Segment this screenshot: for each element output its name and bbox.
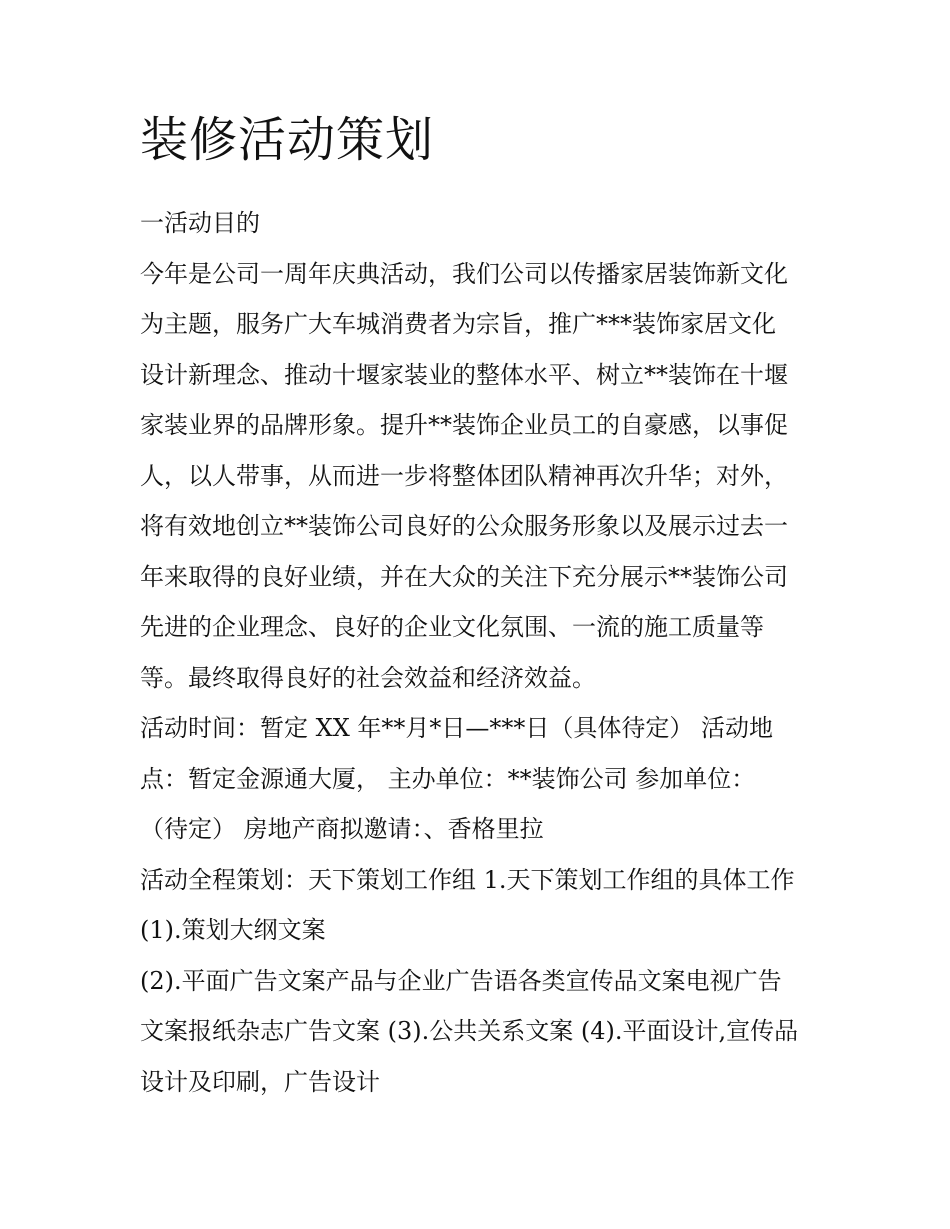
body-line: 先进的企业理念、良好的企业文化氛围、一流的施工质量等 [140,613,764,641]
body-line: 设计及印刷，广告设计 [140,1067,380,1096]
body-line: 为主题，服务广大车城消费者为宗旨，推广***装饰家居文化 [140,310,776,338]
body-line: 活动时间：暂定 XX 年**月*日—***日（具体待定） 活动地 [140,714,774,742]
body-line: 今年是公司一周年庆典活动，我们公司以传播家居装饰新文化 [140,259,788,288]
body-line: 点：暂定金源通大厦， 主办单位：**装饰公司 参加单位： [140,764,756,793]
document-body [140,198,812,1107]
body-line: 一活动目的 [140,209,260,237]
document-title: 装修活动策划 [140,112,435,168]
body-line: (2).平面广告文案产品与企业广告语各类宣传品文案电视广告 [140,966,782,995]
body-line: 等。最终取得良好的社会效益和经济效益。 [140,663,596,692]
body-line: 活动全程策划：天下策划工作组 1.天下策划工作组的具体工作 [140,865,795,894]
body-line: 年来取得的良好业绩，并在大众的关注下充分展示**装饰公司 [140,562,788,591]
body-line: (1).策划大纲文案 [140,916,326,944]
body-line: （待定） 房地产商拟邀请：、香格里拉 [140,815,544,843]
body-line: 设计新理念、推动十堰家装业的整体水平、树立**装饰在十堰 [140,360,788,389]
body-line: 将有效地创立**装饰公司良好的公众服务形象以及展示过去一 [140,512,788,540]
body-line: 文案报纸杂志广告文案 (3).公共关系文案 (4).平面设计,宣传品 [140,1017,799,1045]
body-line: 人，以人带事，从而进一步将整体团队精神再次升华；对外， [140,461,788,490]
body-line: 家装业界的品牌形象。提升**装饰企业员工的自豪感，以事促 [140,411,788,439]
